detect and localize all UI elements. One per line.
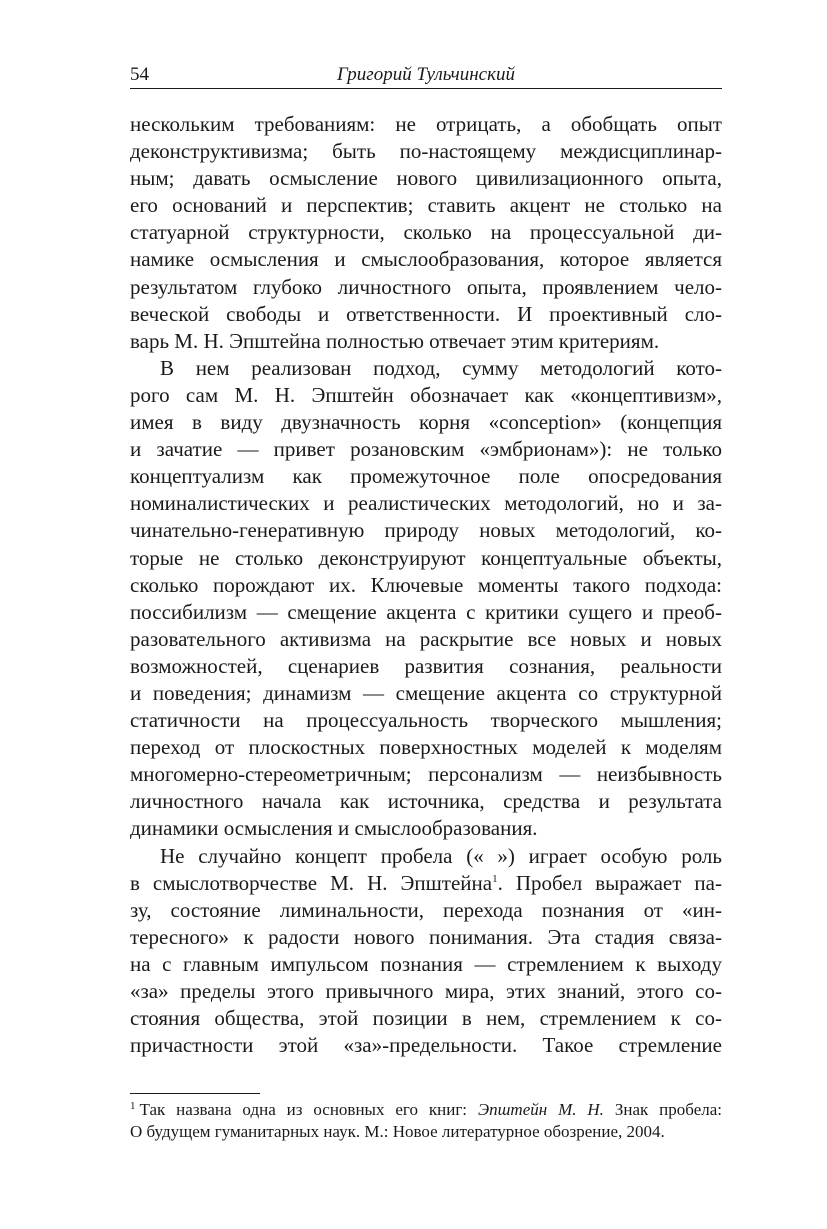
text-line: причастности этой «за»-предельности. Такое стремление	[130, 1033, 722, 1058]
footnote	[130, 1099, 722, 1143]
text-line: стояния общества, этой позиции в нем, стремлением к со-	[130, 1006, 722, 1031]
text-line: динамики осмысления и смыслообразования.	[130, 816, 538, 841]
text-line: В нем реализован подход, сумму методологий кото-	[160, 355, 722, 380]
footnote-text: Знак пробела:	[603, 1100, 722, 1119]
text-line: многомерно-стереометричным; персонализм — неизбывность	[130, 762, 722, 787]
text-line: на с главным импульсом познания — стремлением к выходу	[130, 951, 722, 976]
text-line: нескольким требованиям: не отрицать, а обобщать опыт	[130, 112, 722, 136]
text-line: поссибилизм — смещение акцента с критики сущего и преоб-	[130, 599, 722, 624]
page-number: 54	[130, 64, 149, 85]
text-line: разовательного активизма на раскрытие все новых и новых	[130, 626, 722, 651]
footnote-line	[130, 1099, 722, 1121]
page-header	[130, 58, 722, 89]
text-line: концептуализм как промежуточное поле опосредования	[130, 464, 722, 489]
text-line: веческой свободы и ответственности. И проективный сло-	[130, 301, 722, 326]
text-line: имея в виду двузначность корня «conception» (концепция	[130, 410, 722, 435]
footnote-text: Так названа одна из основных его книг:	[139, 1100, 478, 1119]
text-line: номиналистических и реалистических методологий, но и за-	[130, 491, 722, 516]
paragraph-2	[130, 355, 722, 843]
text-line: сколько порождают их. Ключевые моменты такого подхода:	[130, 572, 722, 597]
text-line: деконструктивизма; быть по-настоящему междисциплинар-	[130, 139, 722, 164]
footnote-line: О будущем гуманитарных наук. М.: Новое литературное обозрение, 2004.	[130, 1122, 665, 1141]
footnote-mark: 1	[130, 1100, 136, 1112]
text-line: намике осмысления и смыслообразования, которое является	[130, 247, 722, 272]
text-line: и поведения; динамизм — смещение акцента со структурной	[130, 680, 722, 705]
text-line: «за» пределы этого привычного мира, этих знаний, этого со-	[130, 979, 722, 1003]
text-line: и зачатие — привет розановским «эмбрионам»): не только	[130, 437, 722, 462]
text-segment: . Пробел выражает па-	[497, 870, 722, 895]
running-head-author: Григорий Тульчинский	[337, 64, 515, 85]
text-line: статуарной структурности, сколько на процессуальной ди-	[130, 220, 722, 245]
book-page	[130, 58, 722, 1059]
text-line: чинательно-генеративную природу новых методологий, ко-	[130, 518, 722, 543]
footnote-divider	[130, 1093, 260, 1094]
footnote-author: Эпштейн М. Н.	[477, 1100, 604, 1119]
text-line: Не случайно концепт пробела (« ») играет особую роль	[160, 843, 722, 868]
text-line: ным; давать осмысление нового цивилизационного опыта,	[130, 166, 722, 191]
text-line: рого сам М. Н. Эпштейн обозначает как «концептивизм»,	[130, 382, 722, 407]
paragraph-3	[130, 843, 722, 1060]
text-line: личностного начала как источника, средства и результата	[130, 789, 722, 814]
text-line: переход от плоскостных поверхностных моделей к моделям	[130, 735, 722, 760]
text-line: результатом глубоко личностного опыта, проявлением чело-	[130, 274, 722, 299]
text-line: возможностей, сценариев развития сознания, реальности	[130, 653, 722, 678]
body-text	[130, 111, 722, 1059]
text-line: торые не столько деконструируют концептуальные объекты,	[130, 545, 722, 570]
text-line: его оснований и перспектив; ставить акцент не столько на	[130, 193, 722, 218]
text-line: варь М. Н. Эпштейна полностью отвечает этим критериям.	[130, 328, 660, 353]
footnote-reference[interactable]: 1	[492, 872, 498, 885]
text-line-with-note	[130, 870, 722, 897]
text-segment: в смыслотворчестве М. Н. Эпштейна	[130, 870, 493, 895]
text-line: тересного» к радости нового понимания. Эта стадия связа-	[130, 924, 722, 949]
text-line: статичности на процессуальность творческого мышления;	[130, 708, 722, 733]
text-line: зу, состояние лиминальности, перехода познания от «ин-	[130, 897, 722, 922]
paragraph-1	[130, 111, 722, 355]
